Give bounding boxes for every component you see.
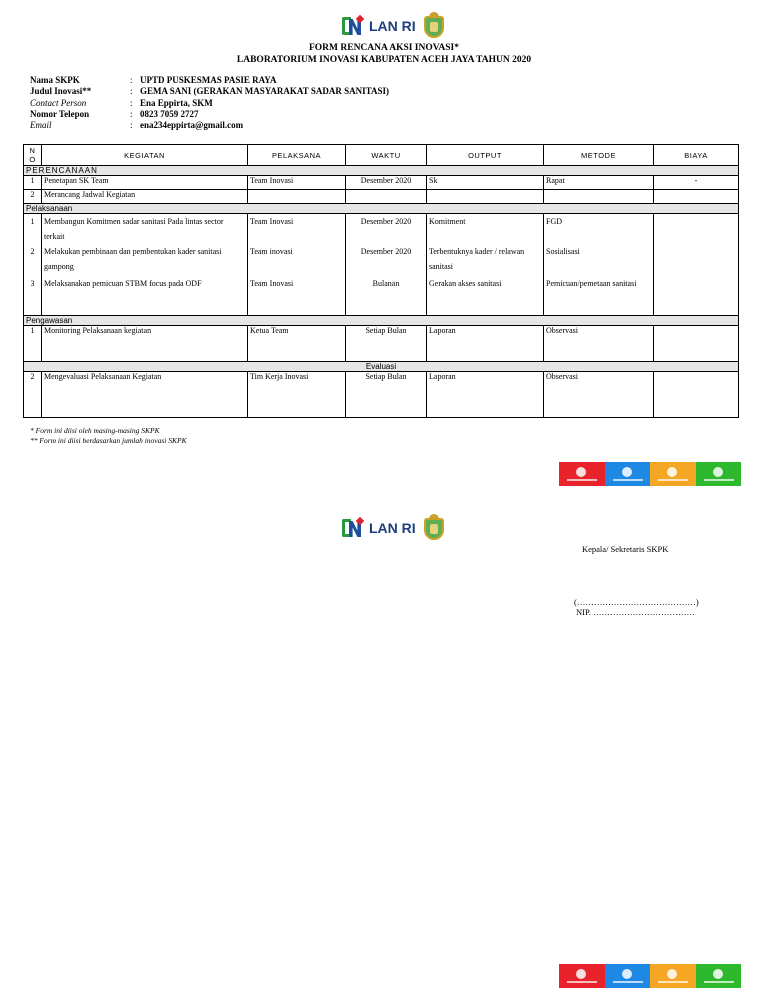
- footnotes: [30, 426, 187, 446]
- strip-block-red: [559, 462, 605, 486]
- footer-color-strip-page2: [559, 964, 741, 988]
- strip-icon: [713, 467, 723, 477]
- action-plan-table: [23, 144, 739, 418]
- header-output: OUTPUT: [427, 145, 544, 166]
- meta-row-nomor-telepon: Nomor Telepon : 0823 7059 2727: [30, 108, 199, 119]
- lanri-logo-page2: [341, 514, 446, 542]
- section-pengawasan: Pengawasan: [24, 316, 739, 326]
- table-header-row: [24, 145, 739, 166]
- strip-icon: [576, 467, 586, 477]
- strip-block-orange: [650, 964, 696, 988]
- strip-block-green: [696, 964, 742, 988]
- section-pelaksanaan: Pelaksanaan: [24, 204, 739, 214]
- strip-icon: [622, 467, 632, 477]
- strip-block-blue: [605, 462, 651, 486]
- section-perencanaan: PERENCANAAN: [24, 166, 739, 176]
- table-row: 2 Merancang Jadwal Kegiatan: [24, 190, 739, 204]
- strip-icon: [667, 969, 677, 979]
- header-no: N O: [24, 145, 42, 166]
- aceh-jaya-crest-icon: [422, 12, 446, 40]
- meta-row-email: Email : ena234eppirta@gmail.com: [30, 120, 244, 131]
- section-evaluasi: Evaluasi: [24, 362, 739, 372]
- header-waktu: WAKTU: [346, 145, 427, 166]
- lanri-logo-text: LAN RI: [369, 18, 416, 34]
- strip-icon: [667, 467, 677, 477]
- header-metode: METODE: [544, 145, 654, 166]
- strip-block-red: [559, 964, 605, 988]
- table-row: 1 2 3 Membangun Komitmen sadar sanitasi Pada lintas sector terkait Melakukan pembinaan dan pembentukan kader sanitasi gampong Melaksanakan pemicuan STBM focus pada ODF Team Inovasi Team inovasi Team Inovasi Desember 2020 Desember 2020 Bulanan Komitment Terbentuknya kader / relawan sanitasi Gerakan akses sanitasi FGD Sosialisasi Pemicuan/pemetaan sanitasi: [24, 214, 739, 316]
- meta-row-contact-person: Contact Person : Ena Eppirta, SKM: [30, 97, 213, 108]
- signature-name-line: (……………………………………): [574, 597, 699, 607]
- strip-icon: [713, 969, 723, 979]
- table-row: 1 Penetapan SK Team Team Inovasi Desember 2020 Sk Rapat -: [24, 176, 739, 190]
- footnote-1: * Form ini diisi oleh masing-masing SKPK: [30, 426, 160, 435]
- lanri-mark-icon: [341, 15, 363, 37]
- aceh-jaya-crest-icon: [422, 514, 446, 542]
- strip-block-blue: [605, 964, 651, 988]
- footer-color-strip: [559, 462, 741, 486]
- form-title: FORM RENCANA AKSI INOVASI*: [308, 43, 459, 53]
- header-pelaksana: PELAKSANA: [248, 145, 346, 166]
- signature-nip-line: NIP. ………………………………: [576, 607, 696, 617]
- lanri-logo: [341, 12, 446, 40]
- strip-icon: [622, 969, 632, 979]
- strip-icon: [576, 969, 586, 979]
- header-kegiatan: KEGIATAN: [42, 145, 248, 166]
- meta-row-judul-inovasi: Judul Inovasi** : GEMA SANI (GERAKAN MASYARAKAT SADAR SANITASI): [30, 86, 389, 97]
- meta-row-nama-skpk: Nama SKPK : UPTD PUSKESMAS PASIE RAYA: [30, 75, 277, 85]
- header-biaya: BIAYA: [654, 145, 739, 166]
- strip-block-green: [696, 462, 742, 486]
- footnote-2: ** Form ini diisi berdasarkan jumlah inovasi SKPK: [30, 436, 187, 445]
- strip-block-orange: [650, 462, 696, 486]
- table-row: 2 Mengevaluasi Pelaksanaan Kegiatan Tim Kerja Inovasi Setiap Bulan Laporan Observasi: [24, 372, 739, 418]
- signature-role: Kepala/ Sekretaris SKPK: [582, 544, 669, 554]
- lanri-mark-icon: [341, 517, 363, 539]
- table-row: 1 Monitoring Pelaksanaan kegiatan Ketua Team Setiap Bulan Laporan Observasi: [24, 326, 739, 362]
- form-meta: [30, 75, 389, 131]
- form-subtitle: LABORATORIUM INOVASI KABUPATEN ACEH JAYA TAHUN 2020: [236, 55, 532, 65]
- lanri-logo-text: LAN RI: [369, 520, 416, 536]
